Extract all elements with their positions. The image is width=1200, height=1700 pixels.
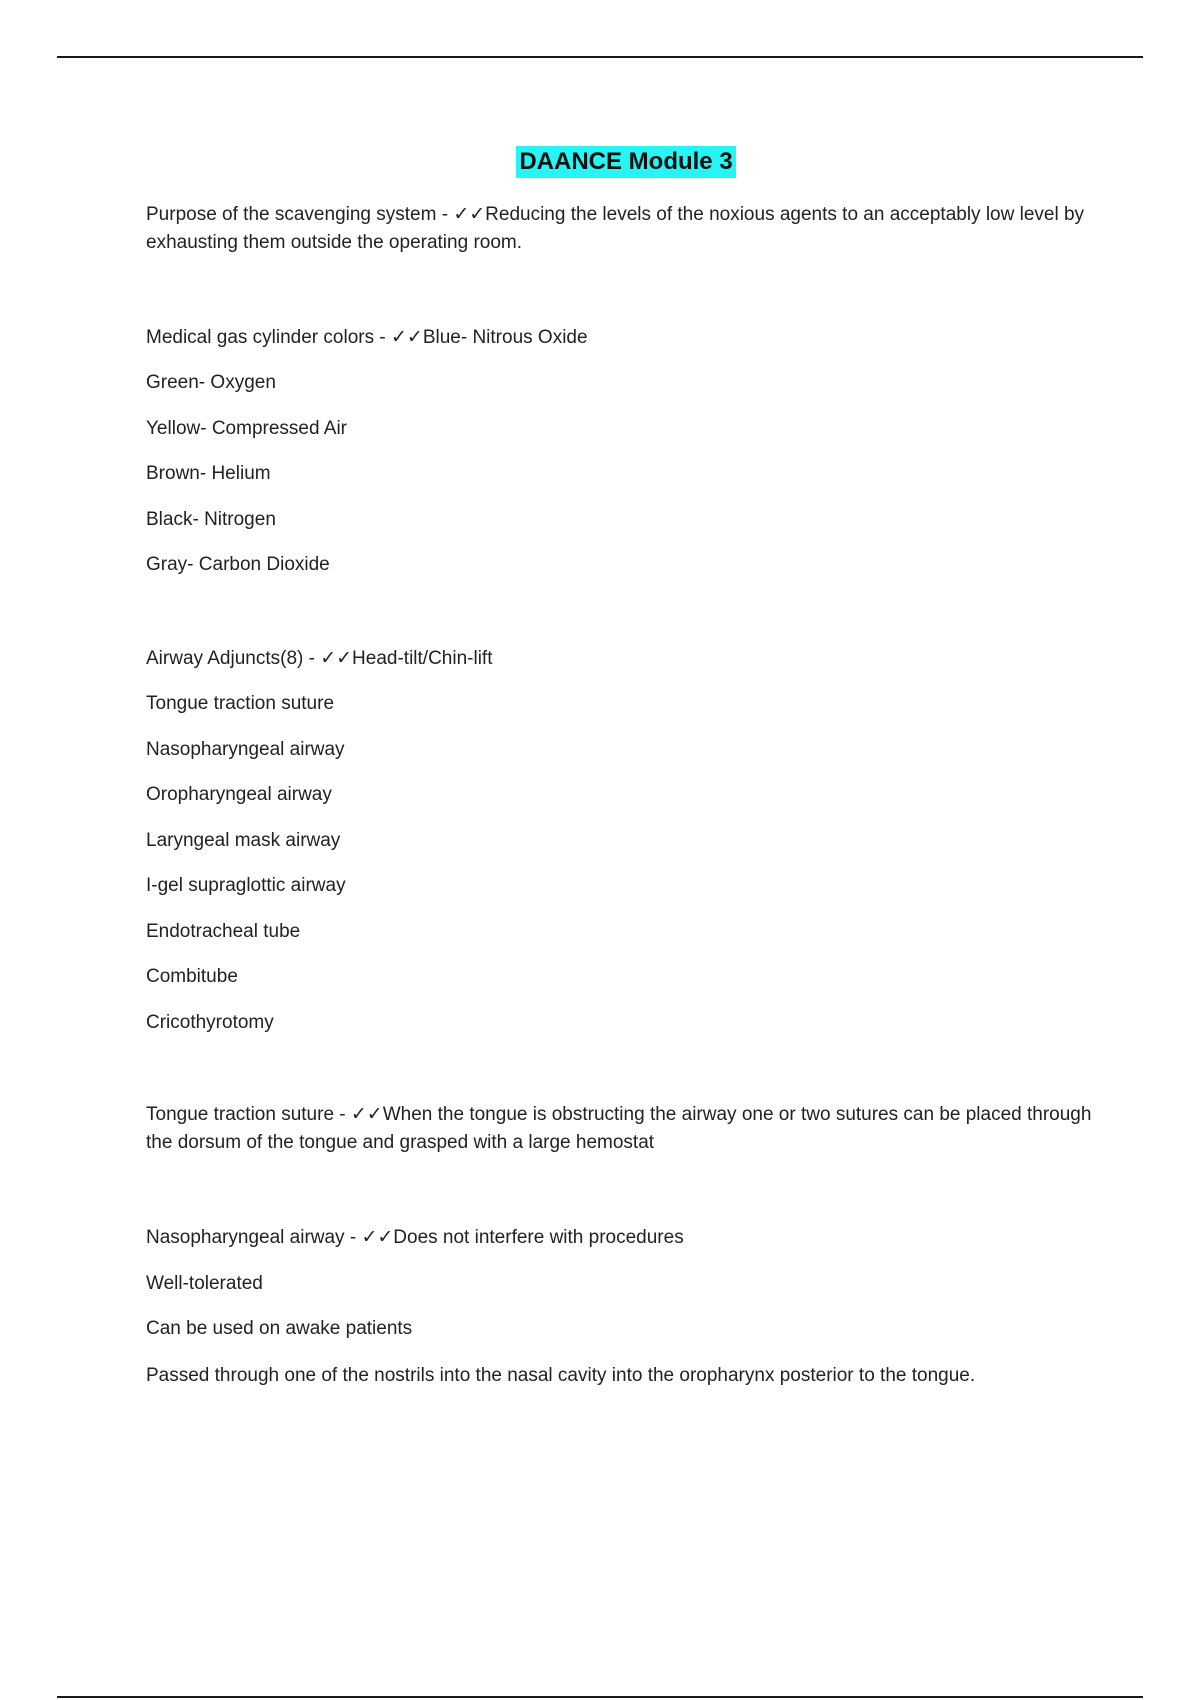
airway-adjuncts-header: Airway Adjuncts(8) - ✓✓Head-tilt/Chin-lift: [146, 648, 493, 669]
list-item: I-gel supraglottic airway: [146, 875, 346, 896]
gas-colors-header: Medical gas cylinder colors - ✓✓Blue- Nitrous Oxide: [146, 327, 588, 348]
list-item: Green- Oxygen: [146, 372, 276, 393]
list-item: Passed through one of the nostrils into the nasal cavity into the oropharynx posterior to the tongue.: [146, 1365, 976, 1386]
list-item: Laryngeal mask airway: [146, 830, 341, 851]
document-title: DAANCE Module 3: [516, 146, 735, 178]
list-item: Endotracheal tube: [146, 921, 301, 942]
scavenging-purpose-text: Purpose of the scavenging system - ✓✓Reducing the levels of the noxious agents to an acceptably low level by exhausting them outside the operating room.: [146, 204, 1085, 253]
list-item: Can be used on awake patients: [146, 1318, 413, 1339]
nasopharyngeal-header: Nasopharyngeal airway - ✓✓Does not interfere with procedures: [146, 1227, 684, 1248]
list-item: Tongue traction suture: [146, 693, 335, 714]
list-item: Black- Nitrogen: [146, 509, 276, 530]
title-container: [146, 146, 1106, 178]
list-item: Cricothyrotomy: [146, 1012, 274, 1033]
list-item: Oropharyngeal airway: [146, 784, 332, 805]
tongue-traction-text: Tongue traction suture - ✓✓When the tongue is obstructing the airway one or two sutures can be placed through the dorsum of the tongue and grasped with a large hemostat: [146, 1104, 1092, 1153]
list-item: Gray- Carbon Dioxide: [146, 554, 330, 575]
list-item: Combitube: [146, 966, 238, 987]
footer-rule: [57, 1696, 1143, 1698]
list-item: Yellow- Compressed Air: [146, 418, 347, 439]
header-rule: [57, 56, 1143, 58]
list-item: Brown- Helium: [146, 463, 271, 484]
list-item: Well-tolerated: [146, 1273, 263, 1294]
list-item: Nasopharyngeal airway: [146, 739, 345, 760]
